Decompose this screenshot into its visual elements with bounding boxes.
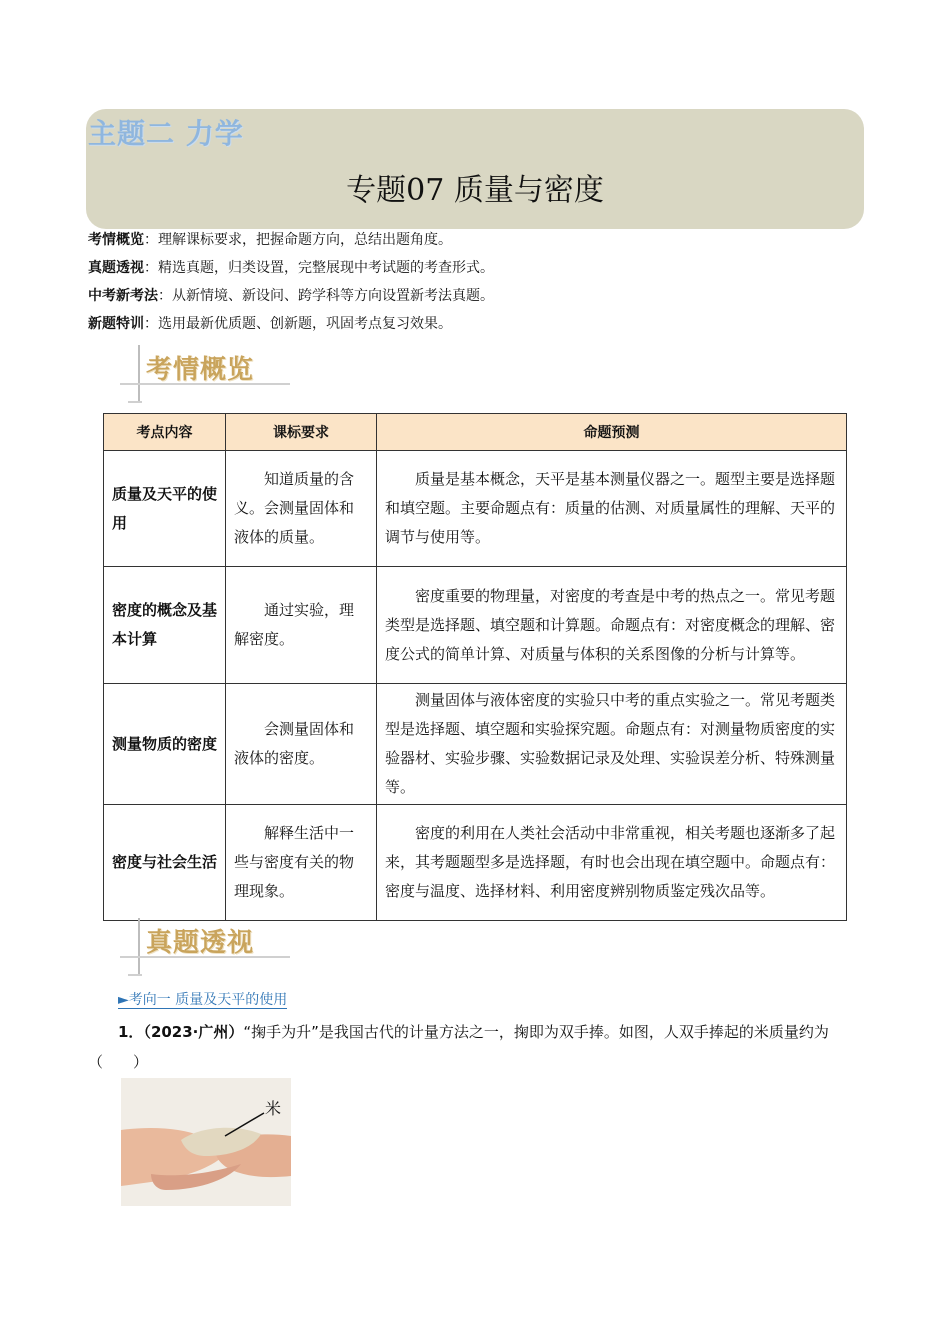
theme-title: 主题二 力学 <box>88 117 244 150</box>
table-row: 密度与社会生活 解释生活中一些与密度有关的物理现象。 密度的利用在人类社会活动中非常重视，相关考题也逐渐多了起来，其考题题型多是选择题，有时也会出现在填空题中。命题点有：密度与温度、选择材料、利用密度辨别物质鉴定残次品等。 <box>104 805 847 921</box>
table-row: 测量物质的密度 会测量固体和液体的密度。 测量固体与液体密度的实验只中考的重点实验之一。常见考题类型是选择题、填空题和实验探究题。命题点有：对测量物质密度的实验器材、实验步骤、实验数据记录及处理、实验误差分析、特殊测量等。 <box>104 684 847 805</box>
direction-heading: ►考向一 质量及天平的使用 <box>118 992 288 1008</box>
section-heading-real-questions <box>120 918 290 986</box>
intro-line: 中考新考法：从新情境、新设问、跨学科等方向设置新考法真题。 <box>88 288 494 304</box>
table-row: 密度的概念及基本计算 通过实验，理解密度。 密度重要的物理量，对密度的考查是中考的热点之一。常见考题类型是选择题、填空题和计算题。命题点有：对密度概念的理解、密度公式的简单计算、对质量与体积的关系图像的分析与计算等。 <box>104 567 847 684</box>
table-header: 考点内容 <box>104 414 226 451</box>
table-header: 命题预测 <box>377 414 847 451</box>
section-title: 考情概览 <box>146 355 255 385</box>
question-source: （2023·广州） <box>143 1023 244 1041</box>
image-label: 米 <box>265 1099 282 1118</box>
exam-overview-table <box>103 413 847 921</box>
section-heading-overview <box>120 345 290 413</box>
section-title: 真题透视 <box>146 928 255 958</box>
hands-holding-rice-image <box>121 1078 291 1206</box>
intro-line: 考情概览：理解课标要求，把握命题方向，总结出题角度。 <box>88 232 452 248</box>
question-text: “掬手为升”是我国古代的计量方法之一，掬即为双手捧。如图，人双手捧起的米质量约为（ ） <box>88 1023 829 1071</box>
table-row: 质量及天平的使用 知道质量的含义。会测量固体和液体的质量。 质量是基本概念，天平是基本测量仪器之一。题型主要是选择题和填空题。主要命题点有：质量的估测、对质量属性的理解、天平的调节与使用等。 <box>104 451 847 567</box>
question-number: 1． <box>118 1023 144 1041</box>
question-1 <box>88 1017 850 1077</box>
intro-line: 新题特训：选用最新优质题、创新题，巩固考点复习效果。 <box>88 316 452 332</box>
intro-line: 真题透视：精选真题，归类设置，完整展现中考试题的考查形式。 <box>88 260 494 276</box>
table-header: 课标要求 <box>226 414 377 451</box>
intro-block <box>88 226 868 338</box>
topic-title: 专题07 质量与密度 <box>346 173 604 208</box>
